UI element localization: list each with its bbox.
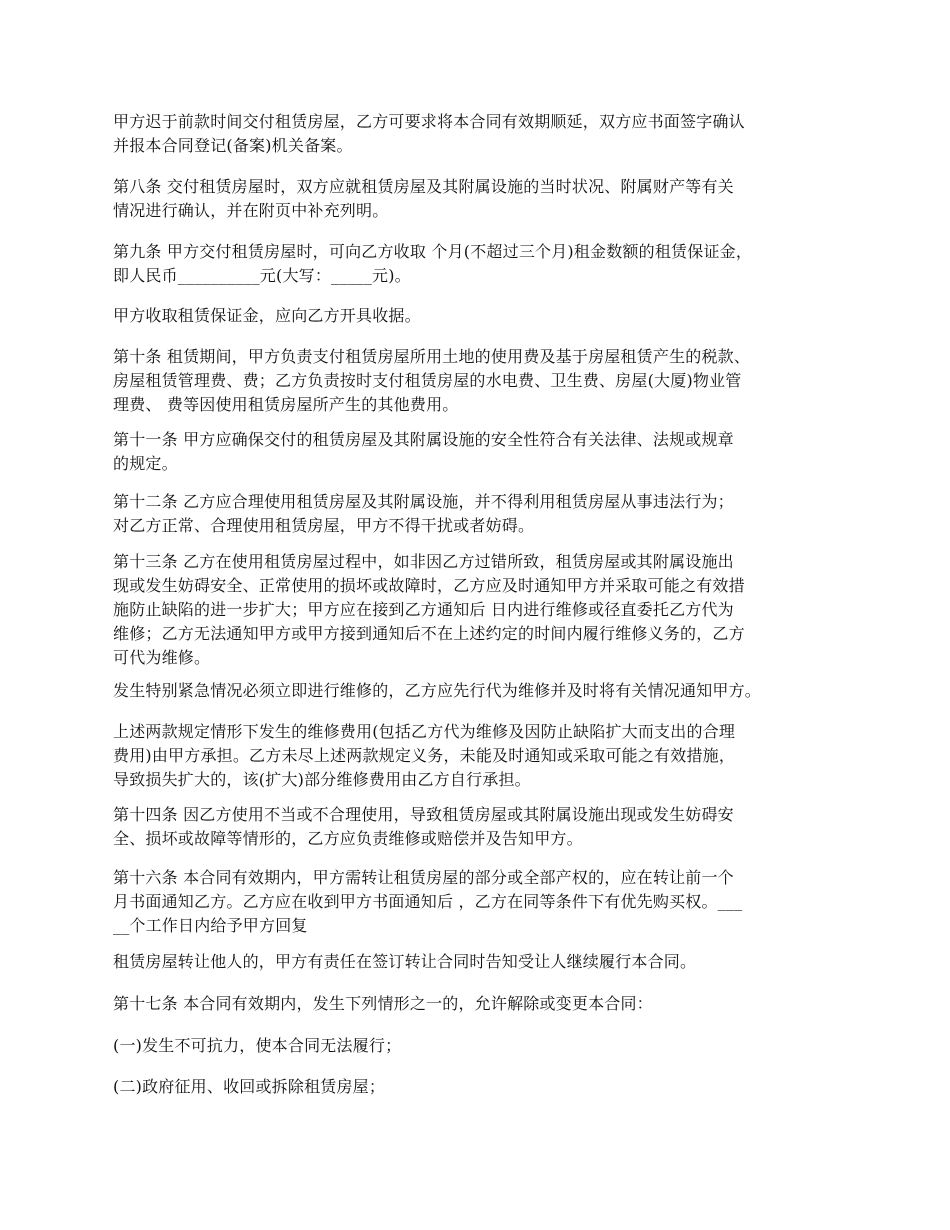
text-line: 情况进行确认，并在附页中补充列明。: [113, 201, 389, 220]
text-line: 导致损失扩大的，该(扩大)部分维修费用由乙方自行承担。: [113, 770, 531, 789]
paragraph-article-11: [113, 428, 734, 476]
text-line: 第十条 租赁期间，甲方负责支付租赁房屋所用土地的使用费及基于房屋租赁产生的税款、: [113, 347, 751, 366]
text-line: 第十一条 甲方应确保交付的租赁房屋及其附属设施的安全性符合有关法律、法规或规章: [113, 430, 734, 449]
text-line: 施防止缺陷的进一步扩大；甲方应在接到乙方通知后 日内进行维修或径直委托乙方代为: [113, 600, 734, 619]
paragraph-repair-cost: [113, 720, 735, 792]
text-line: 第八条 交付租赁房屋时，双方应就租赁房屋及其附属设施的当时状况、附属财产等有关: [113, 177, 734, 196]
paragraph-article-9: [113, 240, 752, 288]
paragraph-urgent-repair: [113, 679, 761, 703]
text-line: 租赁房屋转让他人的，甲方有责任在签订转让合同时告知受让人继续履行本合同。: [113, 952, 697, 971]
text-line: 第十四条 因乙方使用不当或不合理使用，导致租赁房屋或其附属设施出现或发生妨碍安: [113, 805, 734, 824]
text-line: 发生特别紧急情况必须立即进行维修的，乙方应先行代为维修并及时将有关情况通知甲方。: [113, 681, 762, 700]
text-line: 甲方收取租赁保证金，应向乙方开具收据。: [113, 306, 421, 325]
text-line: 并报本合同登记(备案)机关备案。: [113, 136, 353, 155]
text-line: 可代为维修。: [113, 648, 211, 667]
text-line: __个工作日内给予甲方回复: [113, 916, 308, 935]
text-line: 月书面通知乙方。乙方应在收到甲方书面通知后 ，乙方在同等条件下有优先购买权。___: [113, 892, 743, 911]
paragraph-article-16: [113, 866, 742, 938]
text-line: 全、损坏或故障等情形的，乙方应负责维修或赔偿并及告知甲方。: [113, 829, 583, 848]
text-line: 第十六条 本合同有效期内，甲方需转让租赁房屋的部分或全部产权的，应在转让前一个: [113, 868, 734, 887]
text-line: 上述两款规定情形下发生的维修费用(包括乙方代为维修及因防止缺陷扩大而支出的合理: [113, 722, 736, 741]
text-line: 维修；乙方无法通知甲方或甲方接到通知后不在上述约定的时间内履行维修义务的，乙方: [113, 624, 745, 643]
paragraph-article-14: [113, 803, 734, 851]
paragraph-delay-extension: [113, 110, 745, 158]
paragraph-article-8: [113, 175, 734, 223]
text-line: 甲方迟于前款时间交付租赁房屋，乙方可要求将本合同有效期顺延，双方应书面签字确认: [113, 112, 745, 131]
paragraph-deposit-receipt: [113, 304, 421, 328]
paragraph-item-2: [113, 1075, 385, 1099]
text-line: 即人民币__________元(大写：_____元)。: [113, 266, 411, 285]
paragraph-article-13: [113, 550, 745, 670]
text-line: (一)发生不可抗力，使本合同无法履行；: [113, 1036, 402, 1055]
text-line: 第九条 甲方交付租赁房屋时，可向乙方收取 个月(不超过三个月)租金数额的租赁保证金，: [113, 242, 753, 261]
text-line: 对乙方正常、合理使用租赁房屋，甲方不得干扰或者妨碍。: [113, 516, 535, 535]
text-line: 第十七条 本合同有效期内，发生下列情形之一的，允许解除或变更本合同：: [113, 994, 653, 1013]
text-line: 房屋租赁管理费、费；乙方负责按时支付租赁房屋的水电费、卫生费、房屋(大厦)物业管: [113, 371, 742, 390]
text-line: (二)政府征用、收回或拆除租赁房屋；: [113, 1077, 386, 1096]
text-line: 费用)由甲方承担。乙方未尽上述两款规定义务，未能及时通知或采取可能之有效措施，: [113, 746, 736, 765]
paragraph-article-10: [113, 345, 750, 417]
text-line: 现或发生妨碍安全、正常使用的损坏或故障时，乙方应及时通知甲方并采取可能之有效措: [113, 576, 745, 595]
text-line: 理费、 费等因使用租赁房屋所产生的其他费用。: [113, 395, 459, 414]
text-line: 第十二条 乙方应合理使用租赁房屋及其附属设施，并不得利用租赁房屋从事违法行为；: [113, 492, 734, 511]
paragraph-item-1: [113, 1034, 401, 1058]
paragraph-transfer-notice: [113, 950, 696, 974]
paragraph-article-17: [113, 992, 653, 1016]
text-line: 的规定。: [113, 454, 178, 473]
text-line: 第十三条 乙方在使用租赁房屋过程中，如非因乙方过错所致，租赁房屋或其附属设施出: [113, 552, 734, 571]
paragraph-article-12: [113, 490, 734, 538]
